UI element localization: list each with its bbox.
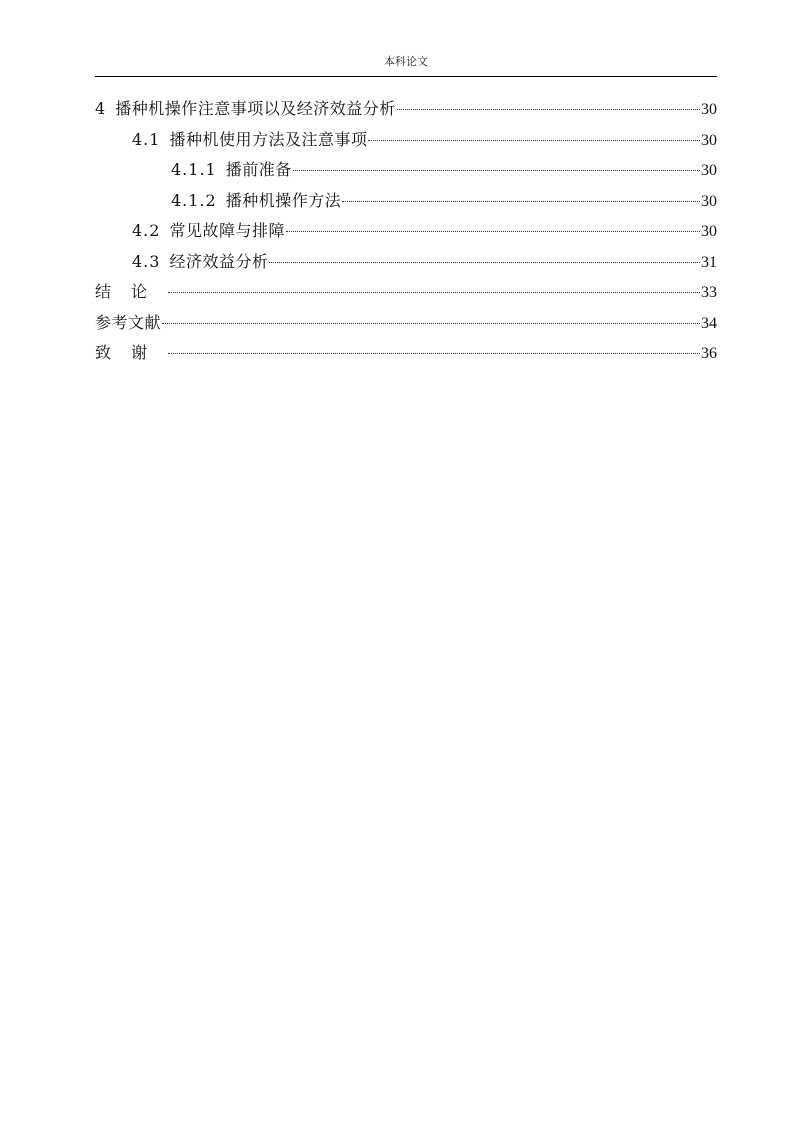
toc-dot-leader [397, 109, 700, 110]
toc-entry-subsection-4-1-1[interactable] [95, 155, 717, 186]
toc-dot-leader [168, 353, 700, 354]
toc-entry-subsection-4-1-2[interactable] [95, 186, 717, 217]
toc-entry-section-4-2[interactable] [95, 216, 717, 247]
toc-entry-page: 33 [701, 284, 717, 301]
toc-dot-leader [293, 170, 700, 171]
toc-entry-page: 30 [701, 101, 717, 118]
toc-entry-number: 4.3 [132, 251, 161, 271]
toc-entry-title: 播前准备 [225, 160, 292, 179]
toc-dot-leader [286, 231, 700, 232]
toc-entry-page: 36 [701, 345, 717, 362]
toc-entry-title: 常见故障与排障 [169, 221, 285, 240]
toc-dot-leader [269, 262, 700, 263]
toc-entry-number: 4.1.1 [171, 160, 217, 179]
toc-dot-leader [342, 201, 700, 202]
toc-entry-page: 30 [701, 223, 717, 240]
toc-entry-title: 播种机操作方法 [225, 190, 342, 210]
toc-entry-page: 31 [701, 253, 717, 271]
toc-entry-page: 30 [701, 131, 717, 149]
toc-dot-leader [162, 323, 700, 324]
toc-entry-acknowledgements[interactable] [95, 338, 717, 369]
toc-entry-number: 4.2 [132, 221, 161, 240]
toc-entry-title: 播种机使用方法及注意事项 [169, 129, 368, 149]
toc-entry-references[interactable] [95, 308, 717, 339]
toc-dot-leader [168, 292, 700, 293]
toc-entry-page: 30 [701, 162, 717, 179]
toc-entry-title: 播种机操作注意事项以及经济效益分析 [115, 99, 396, 118]
toc-entry-number: 4 [95, 99, 107, 118]
header-rule [95, 76, 717, 77]
header-title: 本科论文 [384, 55, 428, 68]
toc-entry-title: 致谢 [95, 343, 168, 362]
toc-entry-section-4-3[interactable] [95, 247, 717, 278]
page-header [95, 54, 717, 70]
toc-dot-leader [368, 140, 700, 141]
table-of-contents [95, 94, 717, 369]
toc-entry-conclusion[interactable] [95, 277, 717, 308]
toc-entry-title: 结论 [95, 282, 168, 301]
toc-entry-number: 4.1 [132, 129, 161, 149]
toc-entry-chapter-4[interactable] [95, 94, 717, 125]
toc-entry-title: 参考文献 [95, 312, 162, 332]
toc-entry-page: 34 [701, 314, 717, 332]
toc-entry-title: 经济效益分析 [169, 251, 269, 271]
toc-entry-number: 4.1.2 [171, 190, 217, 210]
toc-entry-page: 30 [701, 192, 717, 210]
toc-entry-section-4-1[interactable] [95, 125, 717, 156]
